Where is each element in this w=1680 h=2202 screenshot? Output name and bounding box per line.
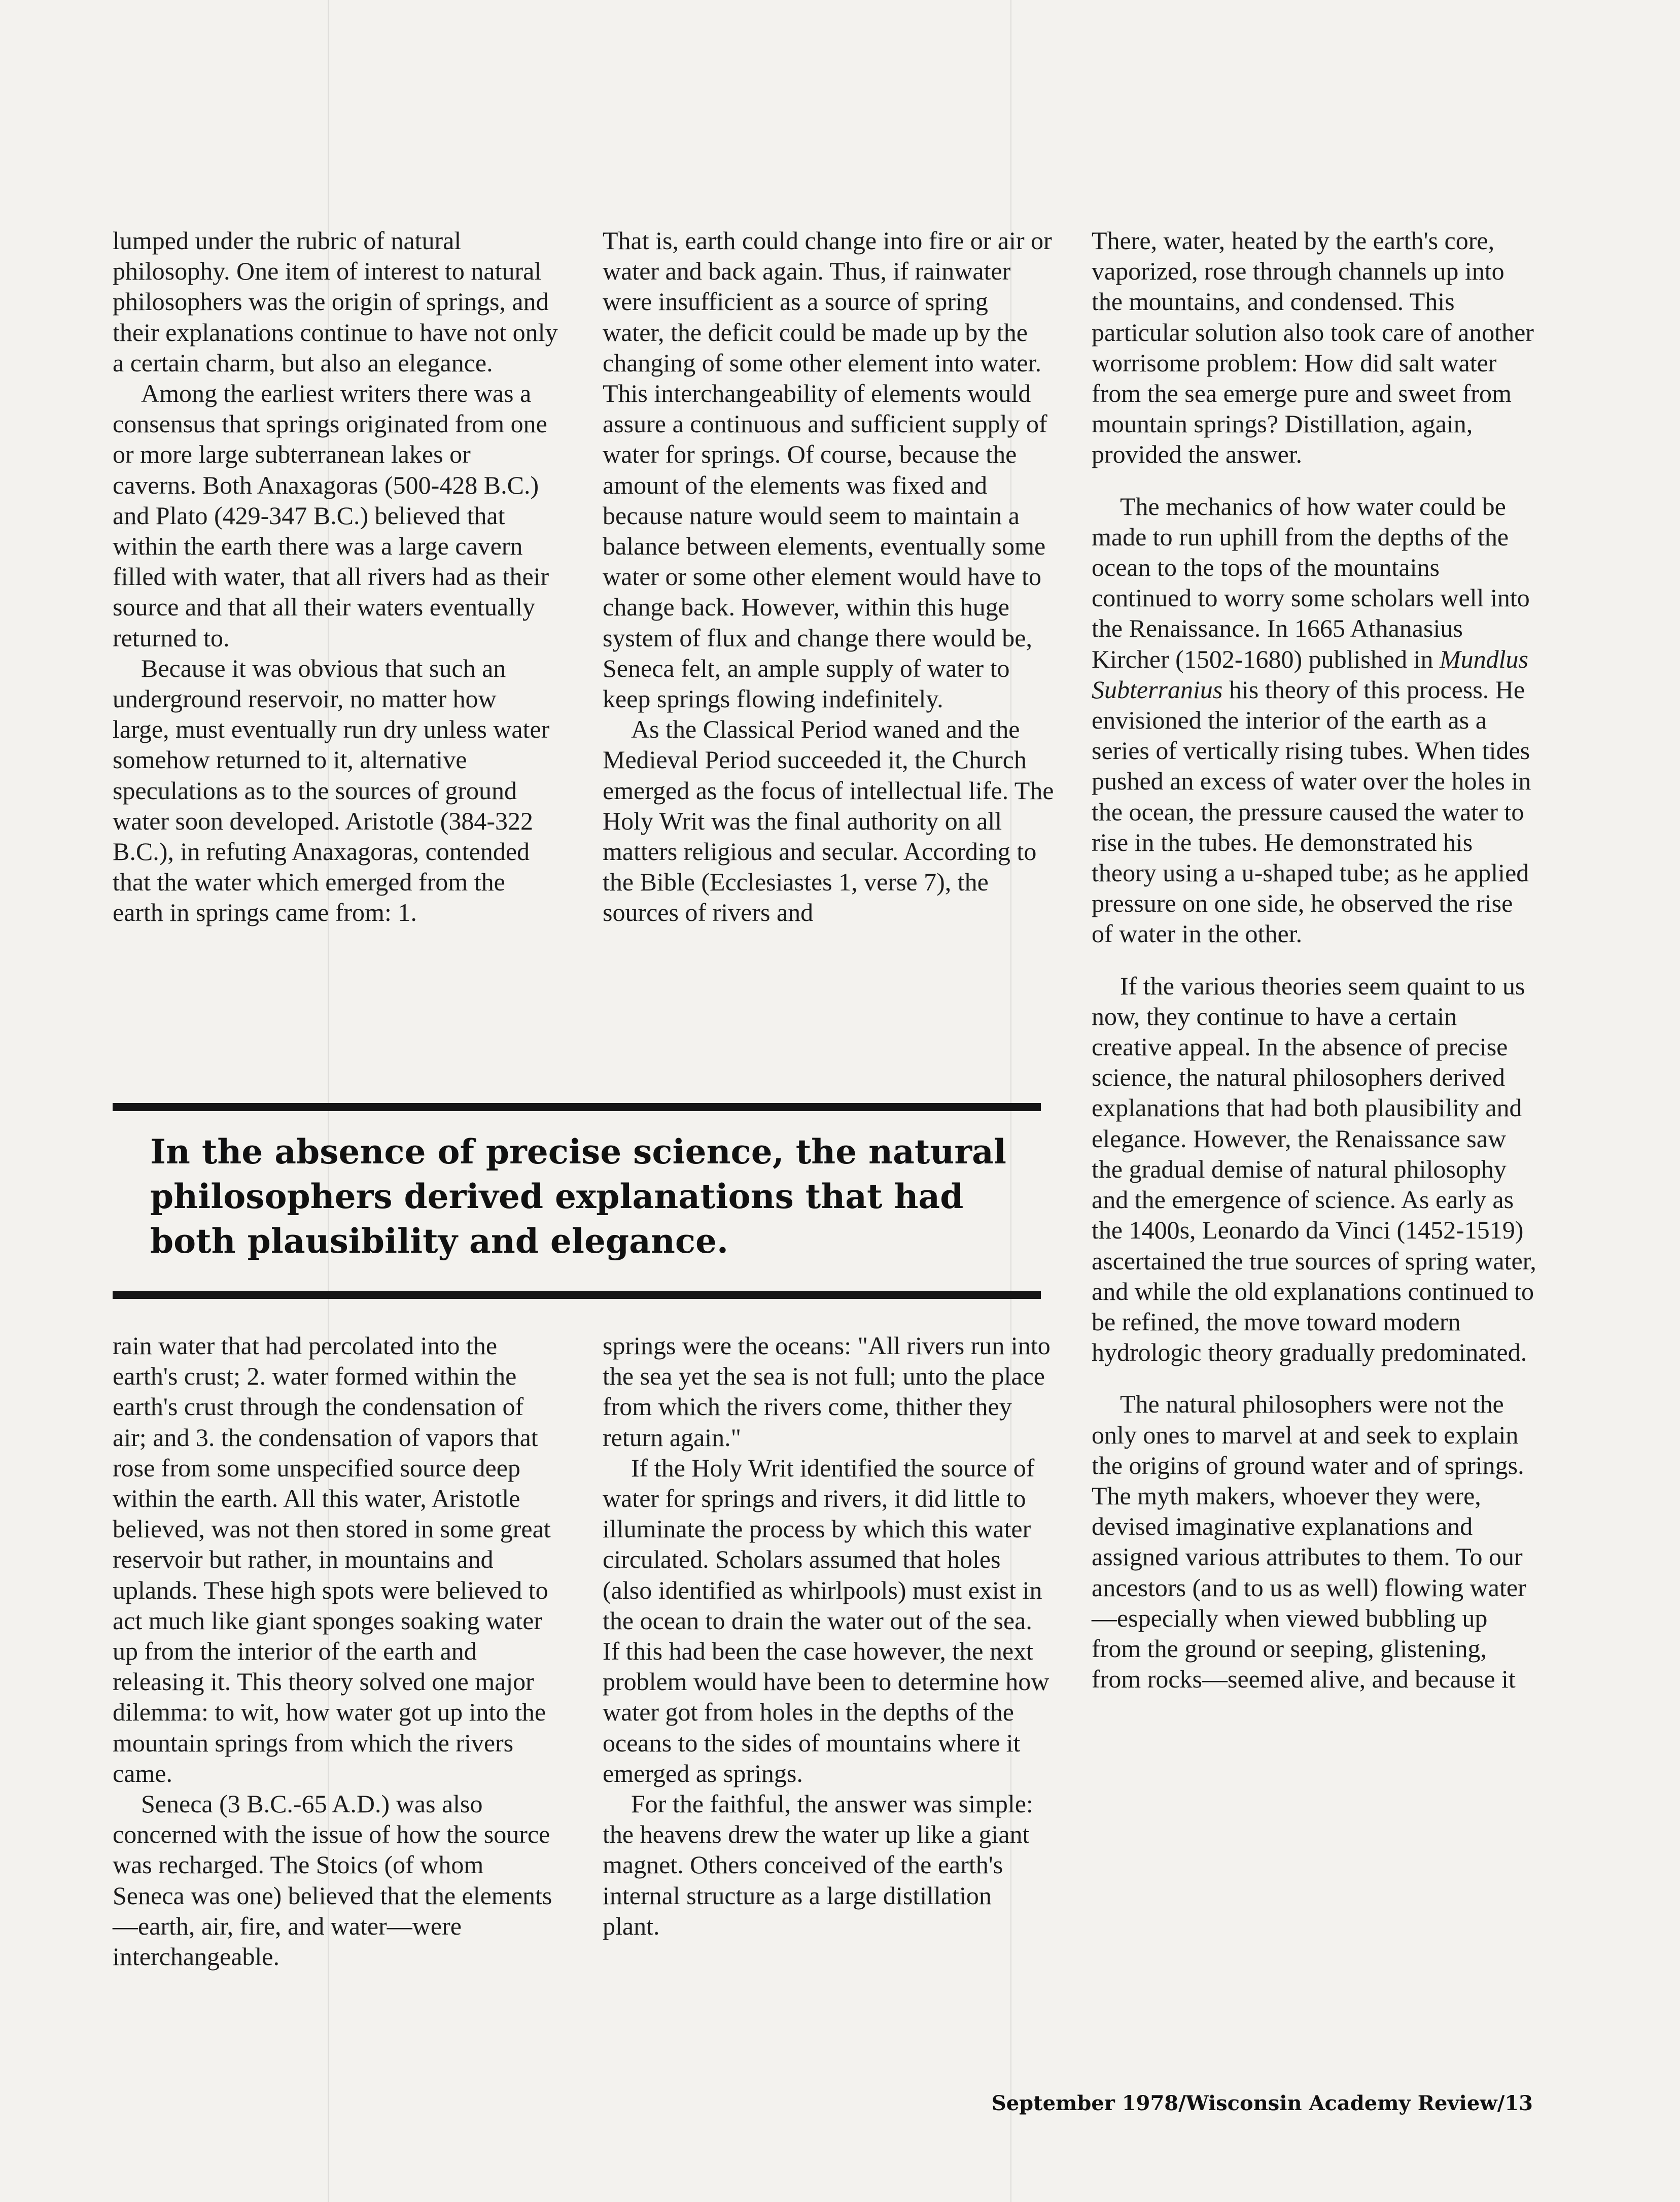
paragraph: As the Classical Period waned and the Medieval Period succeeded it, the Church emerged as the focus of intellectual life. The Holy Writ was the final authority on all matters religious and secular. According to the Bible (Ecclesiastes 1, verse 7), the sources of rivers and: [603, 715, 1054, 927]
paragraph-text: his theory of this process. He envisioned the interior of the earth as a series of vertically rising tubes. When tides pushed an excess of water over the holes in the ocean, the pressure caused the water to rise in the tubes. He demonstrated his theory using a u-shaped tube; as he applied pressure on one side, he observed the rise of water in the other.: [1092, 675, 1531, 948]
paragraph: The natural philosophers were not the only ones to marvel at and seek to explain the origins of ground water and of springs. The myth makers, whoever they were, devised imaginative explanations and assigned various attributes to them. To our ancestors (and to us as well) flowing water—especially when viewed bubbling up from the ground or seeping, glistening, from rocks—seemed alive, and because it: [1092, 1390, 1526, 1694]
column-2-bottom: [603, 1330, 1054, 1941]
paragraph: If the various theories seem quaint to us now, they continue to have a certain creative appeal. In the absence of precise science, the natural philosophers derived explanations that had both plausibility and elegance. However, the Renaissance saw the gradual demise of natural philosophy and the emergence of science. As early as the 1400s, Leonardo da Vinci (1452-1519) ascertained the true sources of spring water, and while the old explanations continued to be refined, the move toward modern hydrologic theory gradually predominated.: [1092, 971, 1536, 1367]
paragraph: Seneca (3 B.C.-65 A.D.) was also concerned with the issue of how the source was recharged. The Stoics (of whom Seneca was one) believed that the elements—earth, air, fire, and water—were interchangeable.: [113, 1790, 552, 1971]
paragraph: If the Holy Writ identified the source of water for springs and rivers, it did little to illuminate the process by which this water circulated. Scholars assumed that holes (also identified as whirlpools) must exist in the ocean to drain the water out of the sea. If this had been the case however, the next problem would have been to determine how water got from holes in the depths of the oceans to the sides of mountains where it emerged as springs.: [603, 1453, 1049, 1787]
column-1-bottom: [113, 1330, 559, 1972]
paragraph: lumped under the rubric of natural philosophy. One item of interest to natural philosophers was the origin of springs, and their explanations continue to have not only a certain charm, but also an elegance.: [113, 226, 558, 377]
paragraph: rain water that had percolated into the earth's crust; 2. water formed within the earth's crust through the condensation of air; and 3. the condensation of vapors that rose from some unspecified source deep within the earth. All this water, Aristotle believed, was not then stored in some great reservoir but rather, in mountains and uplands. These high spots were believed to act much like giant sponges soaking water up from the interior of the earth and releasing it. This theory solved one major dilemma: to wit, how water got up into the mountain springs from which the rivers came.: [113, 1331, 551, 1787]
pull-quote-bottom-rule: [113, 1291, 1041, 1299]
paragraph: springs were the oceans: "All rivers run into the sea yet the sea is not full; unto the place from which the rivers come, thither they return again.": [603, 1331, 1051, 1452]
page-footer-folio: September 1978/Wisconsin Academy Review/13: [991, 2091, 1533, 2115]
paragraph-text: The mechanics of how water could be made to run uphill from the depths of the ocean to the tops of the mountains continued to worry some scholars well into the Renaissance. In 1665 Athanasius Kircher (1502-1680) published in: [1092, 492, 1530, 673]
column-1-top: [113, 225, 559, 928]
paragraph: Because it was obvious that such an underground reservoir, no matter how large, must eventually run dry unless water somehow returned to it, alternative speculations as to the sources of ground water soon developed. Aristotle (384-322 B.C.), in refuting Anaxagoras, contended that the water which emerged from the earth in springs came from: 1.: [113, 653, 550, 927]
book-title: Mundlus Subterranius: [1092, 644, 1528, 704]
pull-quote: In the absence of precise science, the natural philosophers derived explanations that had both plausibility and elegance.: [150, 1132, 1006, 1261]
paragraph: For the faithful, the answer was simple: the heavens drew the water up like a giant magnet. Others conceived of the earth's internal structure as a large distillation plant.: [603, 1790, 1033, 1940]
column-2-top: [603, 225, 1054, 928]
column-3: [1092, 225, 1538, 1694]
paragraph: [1092, 491, 1538, 949]
paragraph: That is, earth could change into fire or air or water and back again. Thus, if rainwater were insufficient as a source of spring water, the deficit could be made up by the changing of some other element into water. This interchangeability of elements would assure a continuous and sufficient supply of water for springs. Of course, because the amount of the elements was fixed and because nature would seem to maintain a balance between elements, eventually some water or some other element would have to change back. However, within this huge system of flux and change there would be, Seneca felt, an ample supply of water to keep springs flowing indefinitely.: [603, 226, 1052, 713]
paragraph: Among the earliest writers there was a consensus that springs originated from one or more large subterranean lakes or caverns. Both Anaxagoras (500-428 B.C.) and Plato (429-347 B.C.) believed that within the earth there was a large cavern filled with water, that all rivers had as their source and that all their waters eventually returned to.: [113, 379, 549, 652]
paragraph: There, water, heated by the earth's core, vaporized, rose through channels up into the mountains, and condensed. This particular solution also took care of another worrisome problem: How did salt water from the sea emerge pure and sweet from mountain springs? Distillation, again, provided the answer.: [1092, 226, 1534, 469]
pull-quote-top-rule: [113, 1103, 1041, 1111]
